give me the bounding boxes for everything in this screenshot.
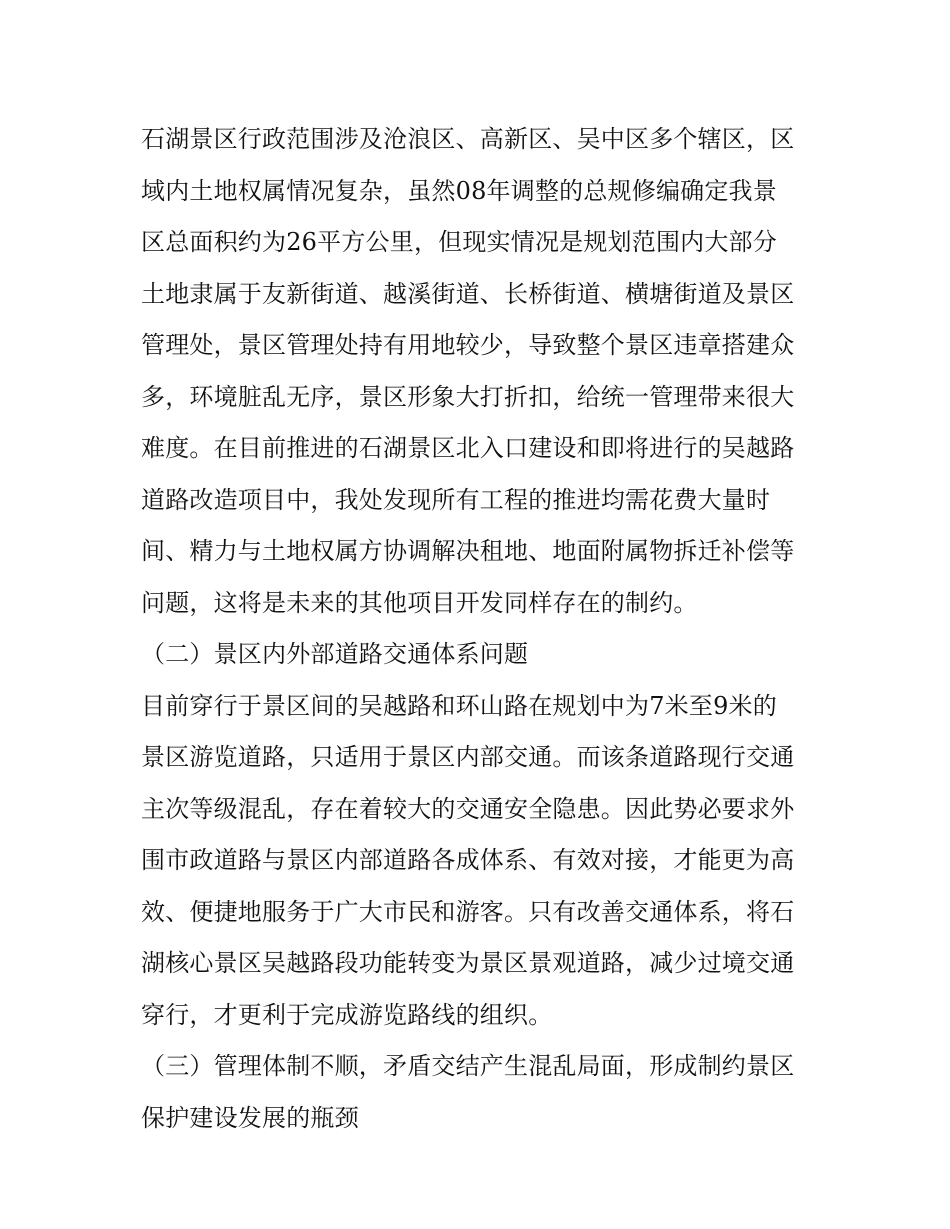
paragraph-line: 区总面积约为26平方公里，但现实情况是规划范围内大部分	[141, 228, 777, 256]
paragraph-line: 穿行，才更利于完成游览路线的组织。	[141, 1000, 553, 1029]
paragraph-line: 土地隶属于友新街道、越溪街道、长桥街道、横塘街道及景区	[141, 279, 795, 308]
paragraph-line: 道路改造项目中，我处发现所有工程的推进均需花费大量时	[141, 485, 771, 514]
paragraph-line: 间、精力与土地权属方协调解决租地、地面附属物拆迁补偿等	[141, 537, 795, 565]
paragraph-line: 湖核心景区吴越路段功能转变为景区景观道路，减少过境交通	[141, 949, 795, 977]
paragraph-line: 景区游览道路，只适用于景区内部交通。而该条道路现行交通	[141, 743, 795, 771]
paragraph-line: 主次等级混乱，存在着较大的交通安全隐患。因此势必要求外	[141, 794, 795, 823]
paragraph-line: 目前穿行于景区间的吴越路和环山路在规划中为7米至9米的	[141, 691, 777, 720]
section-heading: （二）景区内外部道路交通体系问题	[141, 640, 529, 668]
paragraph-line: 多，环境脏乱无序，景区形象大打折扣，给统一管理带来很大	[141, 382, 795, 411]
paragraph-line: 管理处，景区管理处持有用地较少，导致整个景区违章搭建众	[141, 331, 795, 359]
section-heading-continued: 保护建设发展的瓶颈	[141, 1103, 359, 1132]
paragraph-line: 围市政道路与景区内部道路各成体系、有效对接，才能更为高	[141, 846, 795, 874]
paragraph-line: 效、便捷地服务于广大市民和游客。只有改善交通体系，将石	[141, 897, 795, 926]
paragraph-line: 域内土地权属情况复杂，虽然08年调整的总规修编确定我景	[141, 176, 777, 205]
document-page	[141, 114, 813, 1144]
paragraph-line: 难度。在目前推进的石湖景区北入口建设和即将进行的吴越路	[141, 434, 795, 462]
paragraph-line: 石湖景区行政范围涉及沧浪区、高新区、吴中区多个辖区，区	[141, 125, 795, 153]
section-heading: （三）管理体制不顺，矛盾交结产生混乱局面，形成制约景区	[141, 1052, 795, 1080]
paragraph-line: 问题，这将是未来的其他项目开发同样存在的制约。	[141, 588, 698, 617]
